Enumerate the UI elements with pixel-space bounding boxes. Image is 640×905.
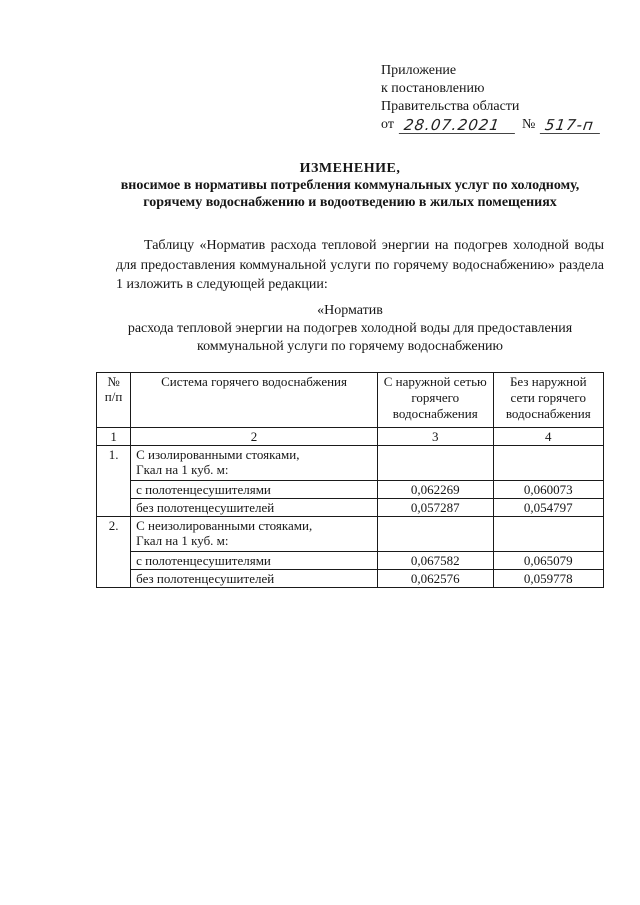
index-cell: 1 [97, 428, 131, 446]
table-row [97, 446, 604, 481]
document-title [96, 160, 604, 211]
appendix-line-3: Правительства области [381, 99, 520, 114]
body-paragraph-text: Таблицу «Норматив расхода тепловой энергии на подогрев холодной воды для предоставления коммунальной услуги по горячему водоснабжению» раздела 1 изложить в следующей редакции: [116, 238, 604, 292]
header-with-net: С наружной сетью горячего водоснабжения [377, 373, 493, 428]
empty-cell [377, 446, 493, 481]
norm-heading-line-2: расхода тепловой энергии на подогрев холодной воды для предоставления [127, 321, 573, 336]
empty-cell [493, 446, 603, 481]
header-system: Система горячего водоснабжения [131, 373, 378, 428]
row-label: с полотенцесушителями [131, 481, 378, 499]
from-label: от [381, 117, 394, 132]
value-with-net: 0,062269 [377, 481, 493, 499]
table-row [97, 517, 604, 552]
value-without-net: 0,059778 [493, 570, 603, 588]
title-line-2: вносимое в нормативы потребления коммунальных услуг по холодному, [120, 178, 580, 193]
row-num: 2. [97, 517, 131, 588]
row-label: без полотенцесушителей [131, 570, 378, 588]
title-line-3: горячему водоснабжению и водоотведению в жилых помещениях [143, 195, 557, 210]
norm-heading [96, 302, 604, 356]
empty-cell [377, 517, 493, 552]
empty-cell [493, 517, 603, 552]
index-cell: 3 [377, 428, 493, 446]
table-header-row [97, 373, 604, 428]
group-title [131, 446, 378, 481]
row-label: без полотенцесушителей [131, 499, 378, 517]
handwritten-number: 517-п [540, 117, 602, 134]
norm-heading-line-1: «Норматив [317, 303, 383, 318]
group-title-line-1: С неизолированными стояками, [136, 518, 313, 533]
value-without-net: 0,054797 [493, 499, 603, 517]
norm-heading-line-3: коммунальной услуги по горячему водоснабжению [196, 339, 504, 354]
group-title-line-2: Гкал на 1 куб. м: [136, 462, 229, 477]
table-row [97, 481, 604, 499]
value-with-net: 0,062576 [377, 570, 493, 588]
value-without-net: 0,065079 [493, 552, 603, 570]
row-label: с полотенцесушителями [131, 552, 378, 570]
header-without-net: Без наружной сети горячего водоснабжения [493, 373, 603, 428]
body-paragraph [116, 236, 604, 295]
appendix-line-1: Приложение [381, 63, 457, 78]
group-title [131, 517, 378, 552]
table-row [97, 499, 604, 517]
table-row [97, 552, 604, 570]
value-without-net: 0,060073 [493, 481, 603, 499]
table-index-row [97, 428, 604, 446]
table-row [97, 570, 604, 588]
value-with-net: 0,067582 [377, 552, 493, 570]
value-with-net: 0,057287 [377, 499, 493, 517]
index-cell: 2 [131, 428, 378, 446]
appendix-block [381, 62, 601, 134]
title-main: ИЗМЕНЕНИЕ, [299, 161, 401, 176]
appendix-line-2: к постановлению [381, 81, 485, 96]
norm-table [96, 372, 604, 588]
row-num: 1. [97, 446, 131, 517]
handwritten-date: 28.07.2021 [399, 117, 517, 134]
group-title-line-1: С изолированными стояками, [136, 447, 300, 462]
header-num: № п/п [97, 373, 131, 428]
group-title-line-2: Гкал на 1 куб. м: [136, 533, 229, 548]
appendix-date-line [381, 116, 601, 134]
index-cell: 4 [493, 428, 603, 446]
number-label: № [521, 117, 536, 132]
